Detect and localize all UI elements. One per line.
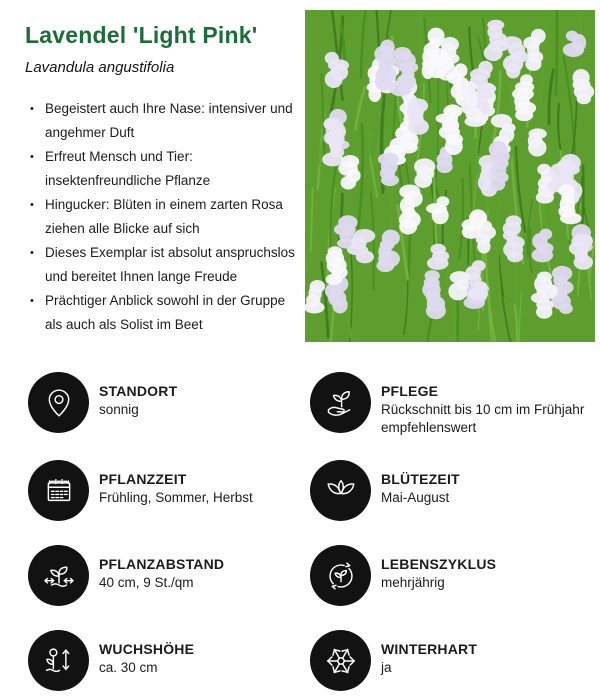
map-pin-icon [28,372,89,433]
attribute-standort [28,372,310,436]
calendar-icon [28,460,89,521]
attribute-value: ca. 30 cm [99,660,158,675]
attribute-label: WUCHSHÖHE [99,641,195,657]
attribute-lebenszyklus [310,545,594,606]
attribute-label: LEBENSZYKLUS [381,556,497,572]
attribute-value: ja [381,660,392,675]
attribute-pflanzabstand [28,545,310,606]
feature-line: insektenfreundliche Pflanze [45,173,211,188]
feature-line: • Begeistert auch Ihre Nase: intensiver und [45,101,293,116]
attribute-winterhart [310,630,594,691]
attribute-value: Mai-August [381,490,450,505]
attribute-label: PFLANZZEIT [99,471,187,487]
feature-list [25,97,303,337]
attribute-value: sonnig [99,402,139,417]
attribute-value: Frühling, Sommer, Herbst [99,490,253,505]
growth-height-icon [28,630,89,691]
feature-item [25,193,303,241]
plant-spacing-icon [28,545,89,606]
attribute-label: STANDORT [99,383,178,399]
product-header [25,22,303,337]
feature-item [25,289,303,337]
feature-line: • Dieses Exemplar ist absolut anspruchslos [45,245,295,260]
attribute-value: 40 cm, 9 St./qm [99,575,194,590]
attribute-wuchshoehe [28,630,310,691]
attribute-pflege [310,372,594,436]
page-title: Lavendel 'Light Pink' [25,22,258,48]
attribute-bluetezeit [310,460,594,521]
attribute-grid [28,372,594,691]
feature-line: • Prächtiger Anblick sowohl in der Gruppe [45,293,286,308]
lavender-field-image [305,10,595,342]
attribute-value: Rückschnitt bis 10 cm im Frühjahr empfehlenswert [381,402,585,435]
product-photo [305,10,595,342]
feature-line: angehmer Duft [45,125,135,140]
attribute-label: PFLEGE [381,383,439,399]
feature-item [25,97,303,145]
attribute-value: mehrjährig [381,575,445,590]
hand-plant-icon [310,372,371,433]
feature-line: ziehen alle Blicke auf sich [45,221,200,236]
life-cycle-icon [310,545,371,606]
feature-line: • Hingucker: Blüten in einem zarten Rosa [45,197,283,212]
feature-item [25,241,303,289]
snowflake-icon [310,630,371,691]
feature-line: als auch als Solist im Beet [45,317,203,332]
attribute-label: PFLANZABSTAND [99,556,225,572]
feature-line: und bereitet Ihnen lange Freude [45,269,238,284]
attribute-label: BLÜTEZEIT [381,471,460,487]
attribute-pflanzzeit [28,460,310,521]
blossom-icon [310,460,371,521]
attribute-label: WINTERHART [381,641,478,657]
botanical-name: Lavandula angustifolia [25,59,175,76]
feature-line: • Erfreut Mensch und Tier: [45,149,193,164]
feature-item [25,145,303,193]
